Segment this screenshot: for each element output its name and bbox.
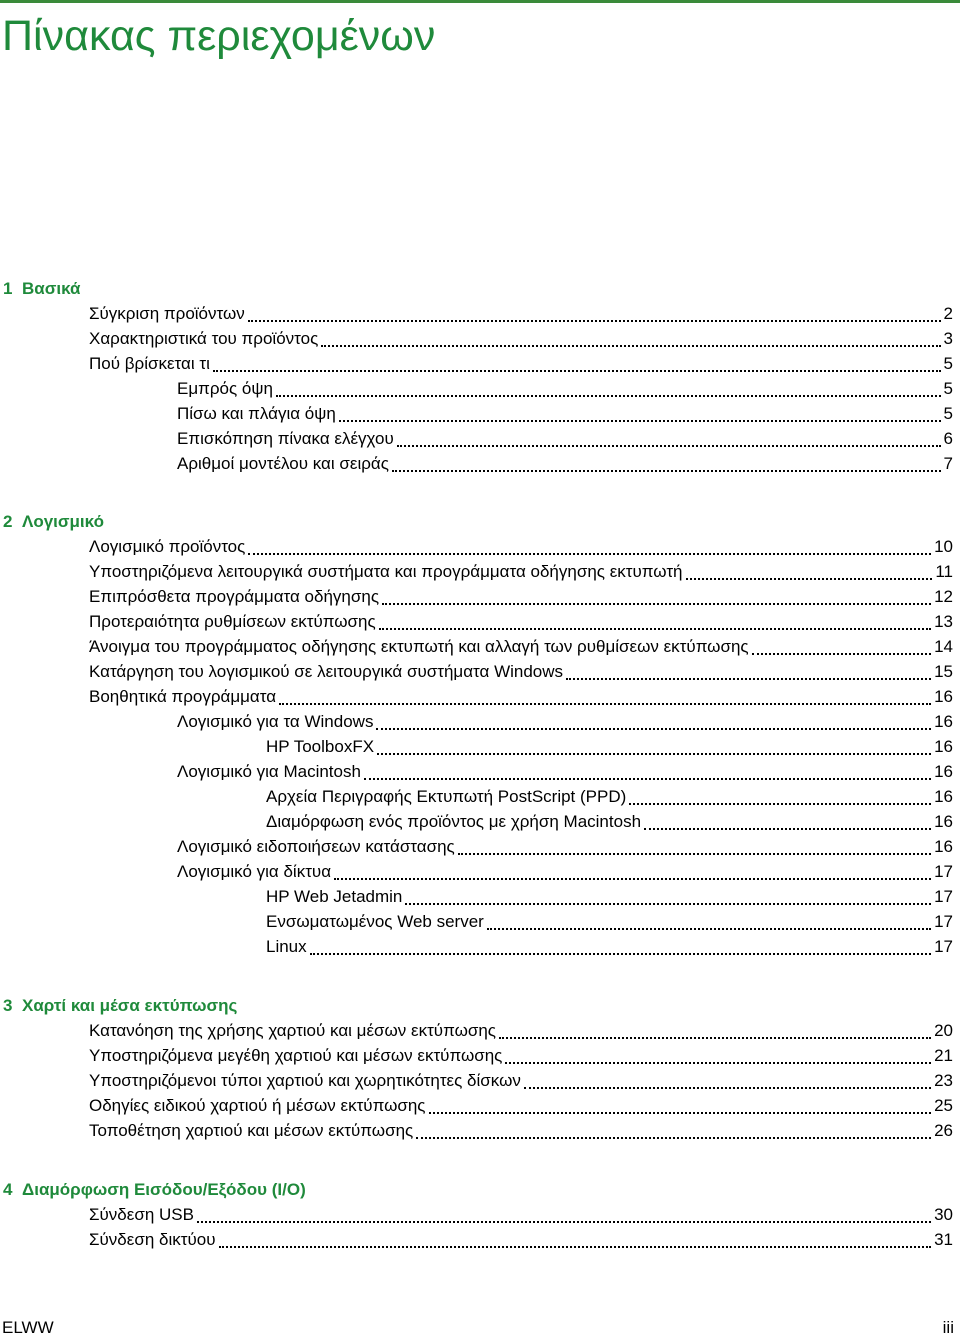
toc-entry-link[interactable]: [0, 659, 960, 684]
dot-leader: [279, 703, 931, 705]
toc-entry-title: Κατάργηση του λογισμικού σε λειτουργικά συστήματα Windows: [89, 662, 564, 681]
toc-entry-title: Οδηγίες ειδικού χαρτιού ή μέσων εκτύπωσης: [89, 1096, 426, 1115]
toc-entry-page: 11: [935, 562, 953, 581]
toc-entry-title: Επιπρόσθετα προγράμματα οδήγησης: [89, 587, 380, 606]
toc-entry-page: 17: [934, 912, 953, 931]
toc-entry-page: 13: [934, 612, 953, 631]
toc-entry-link[interactable]: [0, 1093, 960, 1118]
toc-entry-link[interactable]: [0, 734, 960, 759]
chapter-title: Βασικά: [22, 279, 81, 298]
chapter-number: 1: [3, 279, 13, 298]
chapter-heading-link[interactable]: [0, 509, 960, 534]
toc-entry-link[interactable]: [0, 351, 960, 376]
toc-entry-link[interactable]: [0, 301, 960, 326]
chapter-heading-link[interactable]: [0, 1177, 960, 1202]
table-of-contents: [0, 276, 960, 1252]
toc-entry-title: Λογισμικό για τα Windows: [177, 712, 374, 731]
toc-entry-page: 16: [934, 712, 953, 731]
toc-entry-page: 30: [934, 1205, 953, 1224]
dot-leader: [379, 628, 931, 630]
dot-leader: [364, 778, 931, 780]
dot-leader: [382, 603, 931, 605]
toc-entry-title: HP Web Jetadmin: [266, 887, 403, 906]
toc-entry-link[interactable]: [0, 584, 960, 609]
toc-entry-title: Λογισμικό προϊόντος: [89, 537, 246, 556]
top-rule: [0, 0, 960, 3]
dot-leader: [276, 395, 941, 397]
toc-entry-link[interactable]: [0, 834, 960, 859]
dot-leader: [310, 953, 931, 955]
dot-leader: [219, 1246, 932, 1248]
dot-leader: [339, 420, 941, 422]
dot-leader: [376, 728, 931, 730]
toc-entry-title: Σύνδεση USB: [89, 1205, 194, 1224]
page-title: Πίνακας περιεχομένων: [2, 12, 436, 60]
toc-entry-link[interactable]: [0, 759, 960, 784]
dot-leader: [405, 903, 931, 905]
dot-leader: [392, 470, 941, 472]
toc-entry-title: Σύγκριση προϊόντων: [89, 304, 245, 323]
toc-entry-title: Υποστηριζόμενα λειτουργικά συστήματα και προγράμματα οδήγησης εκτυπωτή: [89, 562, 683, 581]
toc-entry-link[interactable]: [0, 1202, 960, 1227]
toc-entry-page: 16: [934, 737, 953, 756]
toc-entry-link[interactable]: [0, 634, 960, 659]
toc-entry-page: 15: [934, 662, 953, 681]
dot-leader: [629, 803, 931, 805]
dot-leader: [334, 878, 931, 880]
toc-entry-link[interactable]: [0, 1043, 960, 1068]
toc-entry-title: Άνοιγμα του προγράμματος οδήγησης εκτυπωτή και αλλαγή των ρυθμίσεων εκτύπωσης: [89, 637, 749, 656]
toc-entry-title: Υποστηριζόμενοι τύποι χαρτιού και χωρητικότητες δίσκων: [89, 1071, 521, 1090]
toc-entry-page: 7: [943, 454, 953, 473]
toc-chapter: [0, 993, 960, 1143]
footer-doc-code: ELWW: [2, 1318, 54, 1337]
toc-entry-page: 2: [943, 304, 953, 323]
toc-entry-page: 5: [943, 354, 953, 373]
toc-entry-link[interactable]: [0, 1118, 960, 1143]
toc-entry-page: 14: [934, 637, 953, 656]
toc-entry-page: 5: [943, 379, 953, 398]
toc-entry-title: Επισκόπηση πίνακα ελέγχου: [177, 429, 394, 448]
dot-leader: [505, 1062, 931, 1064]
toc-entry-page: 10: [934, 537, 953, 556]
toc-entry-title: Λογισμικό ειδοποιήσεων κατάστασης: [177, 837, 455, 856]
toc-entry-page: 31: [934, 1230, 953, 1249]
dot-leader: [499, 1037, 931, 1039]
chapter-heading-link[interactable]: [0, 276, 960, 301]
chapter-title: Λογισμικό: [22, 512, 104, 531]
toc-entry-title: Βοηθητικά προγράμματα: [89, 687, 277, 706]
toc-entry-page: 23: [934, 1071, 953, 1090]
dot-leader: [487, 928, 931, 930]
toc-entry-title: Κατανόηση της χρήσης χαρτιού και μέσων εκτύπωσης: [89, 1021, 497, 1040]
toc-entry-link[interactable]: [0, 684, 960, 709]
toc-entry-page: 6: [943, 429, 953, 448]
chapter-title: Χαρτί και μέσα εκτύπωσης: [22, 996, 238, 1015]
toc-entry-link[interactable]: [0, 1018, 960, 1043]
toc-entry-page: 16: [934, 762, 953, 781]
toc-entry-page: 20: [934, 1021, 953, 1040]
toc-entry-page: 21: [934, 1046, 953, 1065]
toc-entry-page: 16: [934, 787, 953, 806]
toc-entry-title: Αριθμοί μοντέλου και σειράς: [177, 454, 389, 473]
toc-entry-title: Πού βρίσκεται τι: [89, 354, 210, 373]
toc-entry-title: Τοποθέτηση χαρτιού και μέσων εκτύπωσης: [89, 1121, 414, 1140]
chapter-heading-link[interactable]: [0, 993, 960, 1018]
chapter-title: Διαμόρφωση Εισόδου/Εξόδου (I/O): [22, 1180, 306, 1199]
toc-entry-title: Πίσω και πλάγια όψη: [177, 404, 336, 423]
toc-entry-title: Χαρακτηριστικά του προϊόντος: [89, 329, 319, 348]
toc-entry-link[interactable]: [0, 884, 960, 909]
toc-entry-link[interactable]: [0, 326, 960, 351]
dot-leader: [321, 345, 940, 347]
chapter-number: 2: [3, 512, 13, 531]
toc-entry-title: Υποστηριζόμενα μεγέθη χαρτιού και μέσων εκτύπωσης: [89, 1046, 503, 1065]
footer-page-number: iii: [942, 1318, 954, 1337]
toc-entry-link[interactable]: [0, 709, 960, 734]
dot-leader: [524, 1087, 931, 1089]
toc-entry-link[interactable]: [0, 784, 960, 809]
toc-entry-page: 16: [934, 837, 953, 856]
chapter-number: 4: [3, 1180, 13, 1199]
toc-entry-link[interactable]: [0, 859, 960, 884]
toc-entry-title: HP ToolboxFX: [266, 737, 375, 756]
toc-entry-title: Αρχεία Περιγραφής Εκτυπωτή PostScript (PPD): [266, 787, 627, 806]
toc-entry-title: Λογισμικό για δίκτυα: [177, 862, 332, 881]
toc-entry-link[interactable]: [0, 1068, 960, 1093]
toc-entry-link[interactable]: [0, 426, 960, 451]
dot-leader: [377, 753, 931, 755]
dot-leader: [248, 320, 941, 322]
toc-entry-page: 25: [934, 1096, 953, 1115]
dot-leader: [416, 1137, 931, 1139]
toc-entry-title: Λογισμικό για Macintosh: [177, 762, 361, 781]
toc-entry-page: 5: [943, 404, 953, 423]
toc-chapter: [0, 276, 960, 476]
toc-entry-link[interactable]: [0, 451, 960, 476]
toc-entry-title: Linux: [266, 937, 307, 956]
toc-entry-title: Προτεραιότητα ρυθμίσεων εκτύπωσης: [89, 612, 376, 631]
chapter-number: 3: [3, 996, 13, 1015]
toc-entry-page: 16: [934, 812, 953, 831]
dot-leader: [458, 853, 931, 855]
dot-leader: [686, 578, 933, 580]
toc-entry-link[interactable]: [0, 534, 960, 559]
toc-entry-title: Διαμόρφωση ενός προϊόντος με χρήση Macintosh: [266, 812, 642, 831]
dot-leader: [197, 1221, 931, 1223]
toc-entry-page: 17: [934, 862, 953, 881]
toc-entry-link[interactable]: [0, 1227, 960, 1252]
dot-leader: [752, 653, 931, 655]
toc-entry-page: 26: [934, 1121, 953, 1140]
dot-leader: [429, 1112, 932, 1114]
dot-leader: [248, 553, 931, 555]
toc-entry-page: 3: [943, 329, 953, 348]
toc-entry-link[interactable]: [0, 376, 960, 401]
toc-entry-link[interactable]: [0, 401, 960, 426]
toc-entry-title: Ενσωματωμένος Web server: [266, 912, 484, 931]
dot-leader: [644, 828, 931, 830]
toc-entry-page: 12: [934, 587, 953, 606]
toc-entry-link[interactable]: [0, 559, 960, 584]
toc-entry-link[interactable]: [0, 934, 960, 959]
toc-entry-title: Εμπρός όψη: [177, 379, 273, 398]
toc-entry-page: 17: [934, 887, 953, 906]
toc-entry-page: 16: [934, 687, 953, 706]
toc-entry-link[interactable]: [0, 609, 960, 634]
dot-leader: [213, 370, 941, 372]
dot-leader: [397, 445, 941, 447]
toc-entry-link[interactable]: [0, 809, 960, 834]
toc-chapter: [0, 1177, 960, 1252]
dot-leader: [566, 678, 931, 680]
toc-entry-link[interactable]: [0, 909, 960, 934]
toc-entry-title: Σύνδεση δικτύου: [89, 1230, 216, 1249]
toc-chapter: [0, 509, 960, 959]
toc-entry-page: 17: [934, 937, 953, 956]
